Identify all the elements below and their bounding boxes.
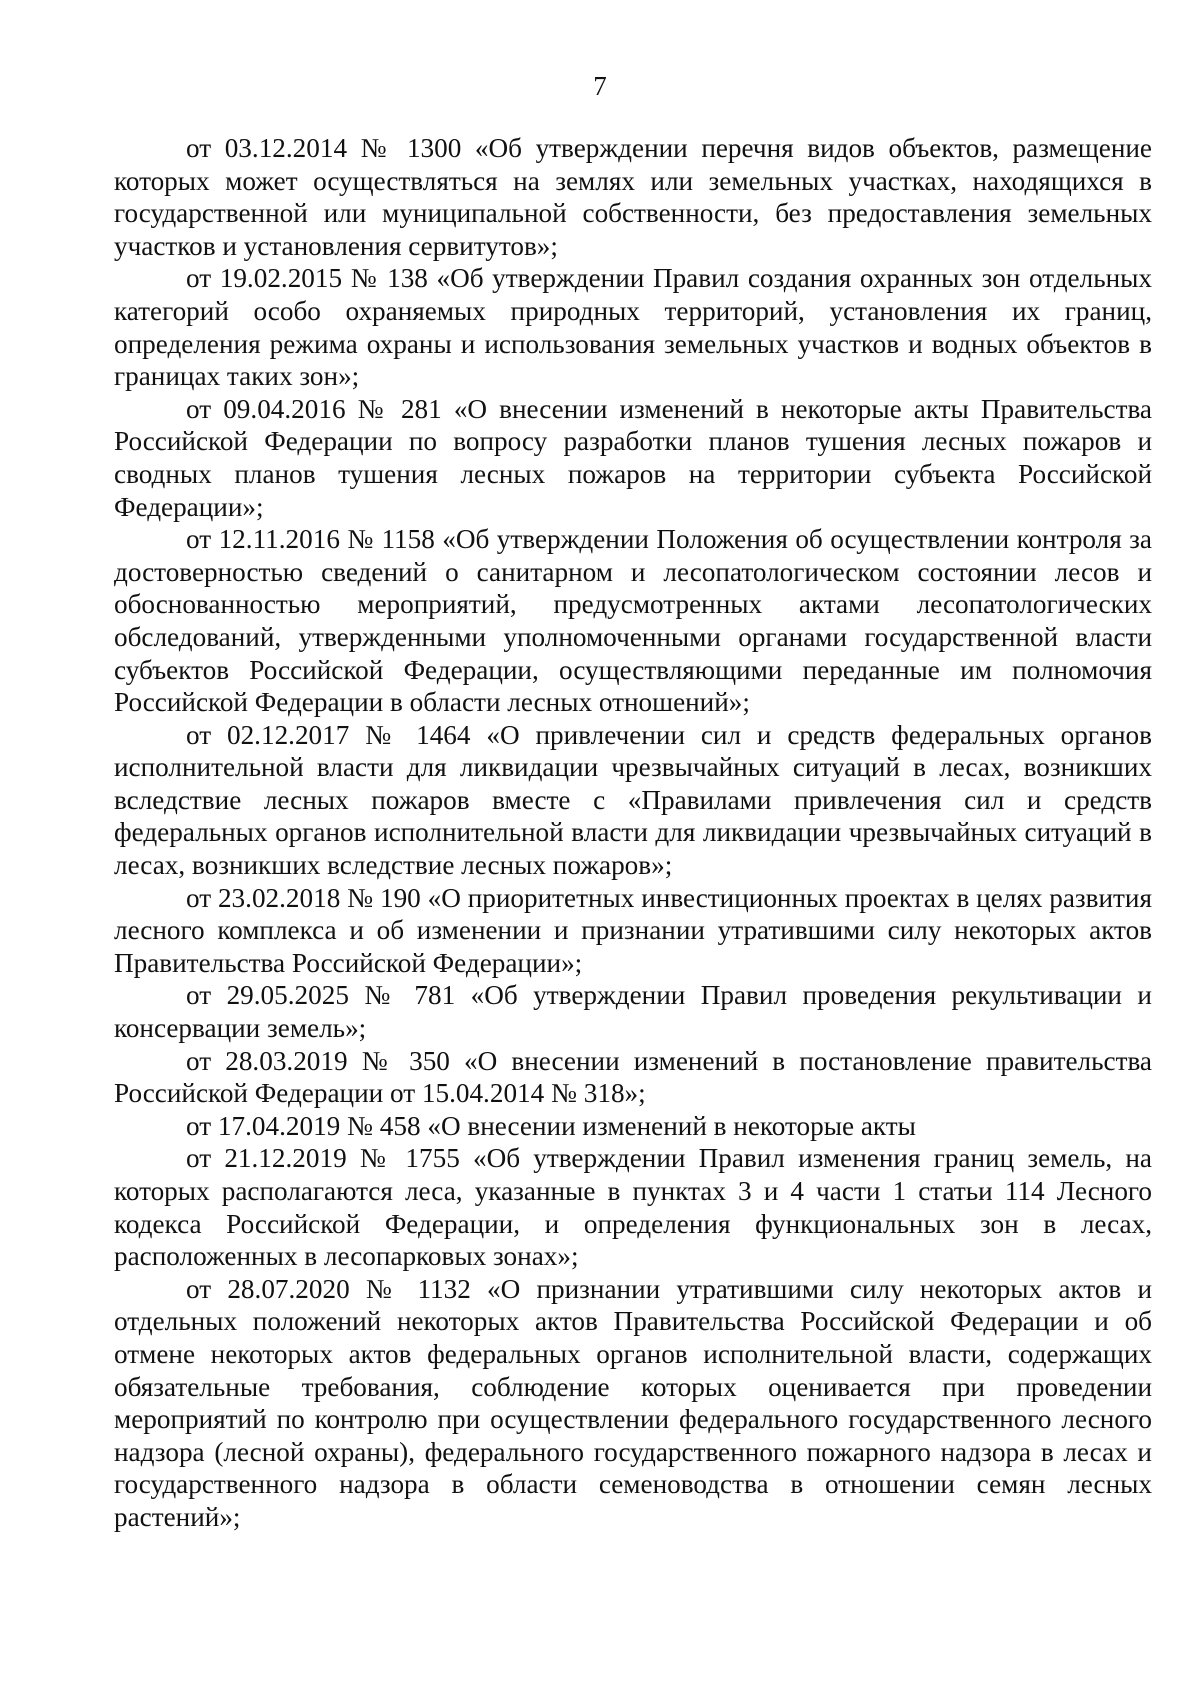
paragraph-decree-190: от 23.02.2018 № 190 «О приоритетных инвестиционных проектах в целях развития лесного комплекса и об изменении и признании утратившими силу некоторых актов Правительства Российской Федерации»; xyxy=(114,882,1152,978)
paragraph-decree-1300: от 03.12.2014 № 1300 «Об утверждении перечня видов объектов, размещение которых может осуществляться на землях или земельных участках, находящихся в государственной или муниципальной собственности, без предоставления земельных участков и установления сервитутов»; xyxy=(114,133,1152,261)
paragraph-decree-281: от 09.04.2016 № 281 «О внесении изменений в некоторые акты Правительства Российской Федерации по вопросу разработки планов тушения лесных пожаров и сводных планов тушения лесных пожаров на территории субъекта Российской Федерации»; xyxy=(114,393,1152,522)
paragraph-decree-781: от 29.05.2025 № 781 «Об утверждении Правил проведения рекультивации и консервации земель»; xyxy=(114,980,1152,1044)
paragraph-decree-1158: от 12.11.2016 № 1158 «Об утверждении Положения об осуществлении контроля за достоверностью сведений о санитарном и лесопатологическом состоянии лесов и обоснованностью мероприятий, предусмотренных актами лесопатологических обследований, утвержденными уполномоченными органами государственной власти субъектов Российской Федерации, осуществляющими переданные им полномочия Российской Федерации в области лесных отношений»; xyxy=(114,524,1152,718)
paragraph-decree-458: от 17.04.2019 № 458 «О внесении изменений в некоторые акты xyxy=(186,1110,916,1141)
paragraph-decree-138: от 19.02.2015 № 138 «Об утверждении Правил создания охранных зон отдельных категорий особо охраняемых природных территорий, установления их границ, определения режима охраны и использования земельных участков и водных объектов в границах таких зон»; xyxy=(114,263,1152,392)
document-body xyxy=(114,132,1152,1534)
paragraph-decree-1755: от 21.12.2019 № 1755 «Об утверждении Правил изменения границ земель, на которых располагаются леса, указанные в пунктах 3 и 4 части 1 статьи 114 Лесного кодекса Российской Федерации, и определения функциональных зон в лесах, расположенных в лесопарковых зонах»; xyxy=(114,1143,1152,1272)
page-number: 7 xyxy=(593,71,607,101)
paragraph-decree-350: от 28.03.2019 № 350 «О внесении изменений в постановление правительства Российской Федерации от 15.04.2014 № 318»; xyxy=(114,1045,1152,1109)
paragraph-decree-1132: от 28.07.2020 № 1132 «О признании утратившими силу некоторых актов и отдельных положений некоторых актов Правительства Российской Федерации и об отмене некоторых актов федеральных органов исполнительной власти, содержащих обязательные требования, соблюдение которых оценивается при проведении мероприятий по контролю при осуществлении федерального государственного лесного надзора (лесной охраны), федерального государственного пожарного надзора в лесах и государственного надзора в области семеноводства в отношении семян лесных растений»; xyxy=(114,1273,1152,1532)
paragraph-decree-1464: от 02.12.2017 № 1464 «О привлечении сил и средств федеральных органов исполнительной власти для ликвидации чрезвычайных ситуаций в лесах, возникших вследствие лесных пожаров вместе с «Правилами привлечения сил и средств федеральных органов исполнительной власти для ликвидации чрезвычайных ситуаций в лесах, возникших вследствие лесных пожаров»; xyxy=(114,719,1152,881)
